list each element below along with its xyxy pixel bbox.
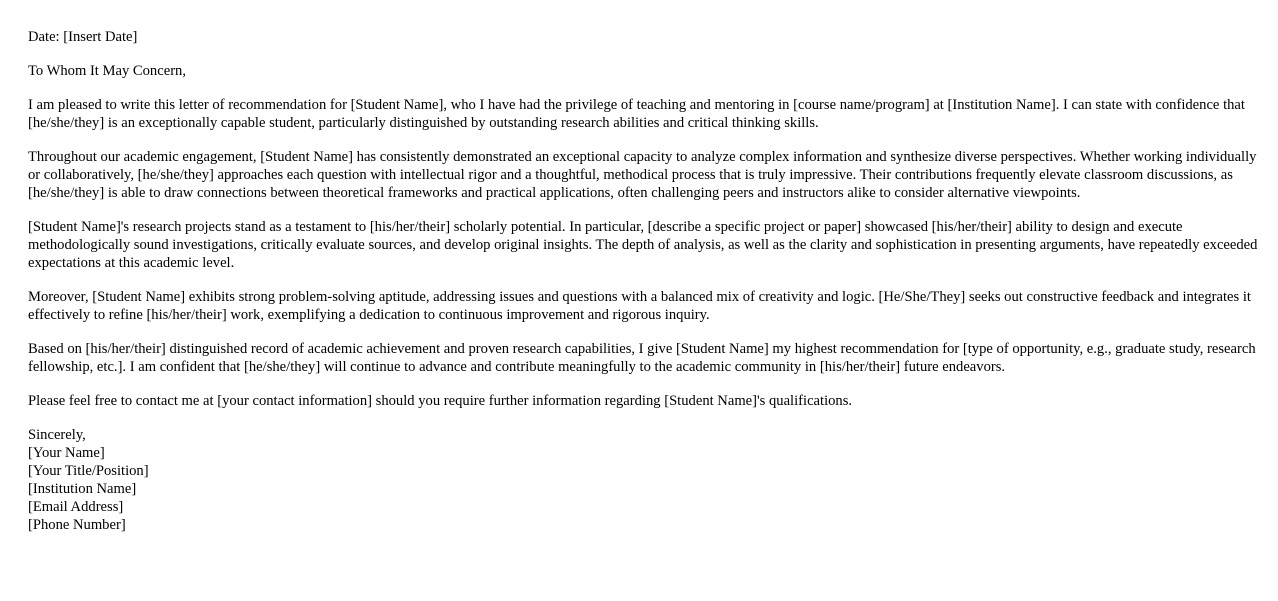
paragraph-analytical-skills: Throughout our academic engagement, [Student Name] has consistently demonstrated an exceptional capacity to analyze complex information and synthesize diverse perspectives. Whether working individually or collaboratively, [he/she/they] approaches each question with intellectual rigor and a thoughtful, methodical process that is truly impressive. Their contributions frequently elevate classroom discussions, as [he/she/they] is able to draw connections between theoretical frameworks and practical applications, often challenging peers and instructors alike to consider alternative viewpoints. — [28, 149, 1257, 201]
signature-email: [Email Address] — [28, 499, 124, 515]
paragraph-introduction: I am pleased to write this letter of recommendation for [Student Name], who I have had the privilege of teaching and mentoring in [course name/program] at [Institution Name]. I can state with confidence that [he/she/they] is an exceptionally capable student, particularly distinguished by outstanding research abilities and critical thinking skills. — [28, 97, 1245, 131]
signature-name: [Your Name] — [28, 445, 105, 461]
paragraph-problem-solving: Moreover, [Student Name] exhibits strong problem-solving aptitude, addressing issues and questions with a balanced mix of creativity and logic. [He/She/They] seeks out constructive feedback and integrates it effectively to refine [his/her/their] work, exemplifying a dedication to continuous improvement and rigorous inquiry. — [28, 289, 1251, 323]
letter-salutation: To Whom It May Concern, — [28, 63, 186, 79]
letter-date: Date: [Insert Date] — [28, 29, 138, 45]
paragraph-recommendation: Based on [his/her/their] distinguished record of academic achievement and proven research capabilities, I give [Student Name] my highest recommendation for [type of opportunity, e.g., graduate study, research fellowship, etc.]. I am confident that [he/she/they] will continue to advance and contribute meaningfully to the academic community in [his/her/their] future endeavors. — [28, 341, 1256, 375]
signature-title: [Your Title/Position] — [28, 463, 149, 479]
signature-phone: [Phone Number] — [28, 517, 126, 533]
letter-closing: Sincerely, — [28, 427, 86, 443]
signature-institution: [Institution Name] — [28, 481, 137, 497]
paragraph-contact: Please feel free to contact me at [your contact information] should you require further information regarding [Student Name]'s qualifications. — [28, 393, 853, 409]
paragraph-research-projects: [Student Name]'s research projects stand as a testament to [his/her/their] scholarly potential. In particular, [describe a specific project or paper] showcased [his/her/their] ability to design and execute methodologically sound investigations, critically evaluate sources, and develop original insights. The depth of analysis, as well as the clarity and sophistication in presenting arguments, have repeatedly exceeded expectations at this academic level. — [28, 219, 1258, 271]
signature-block — [28, 426, 1258, 534]
